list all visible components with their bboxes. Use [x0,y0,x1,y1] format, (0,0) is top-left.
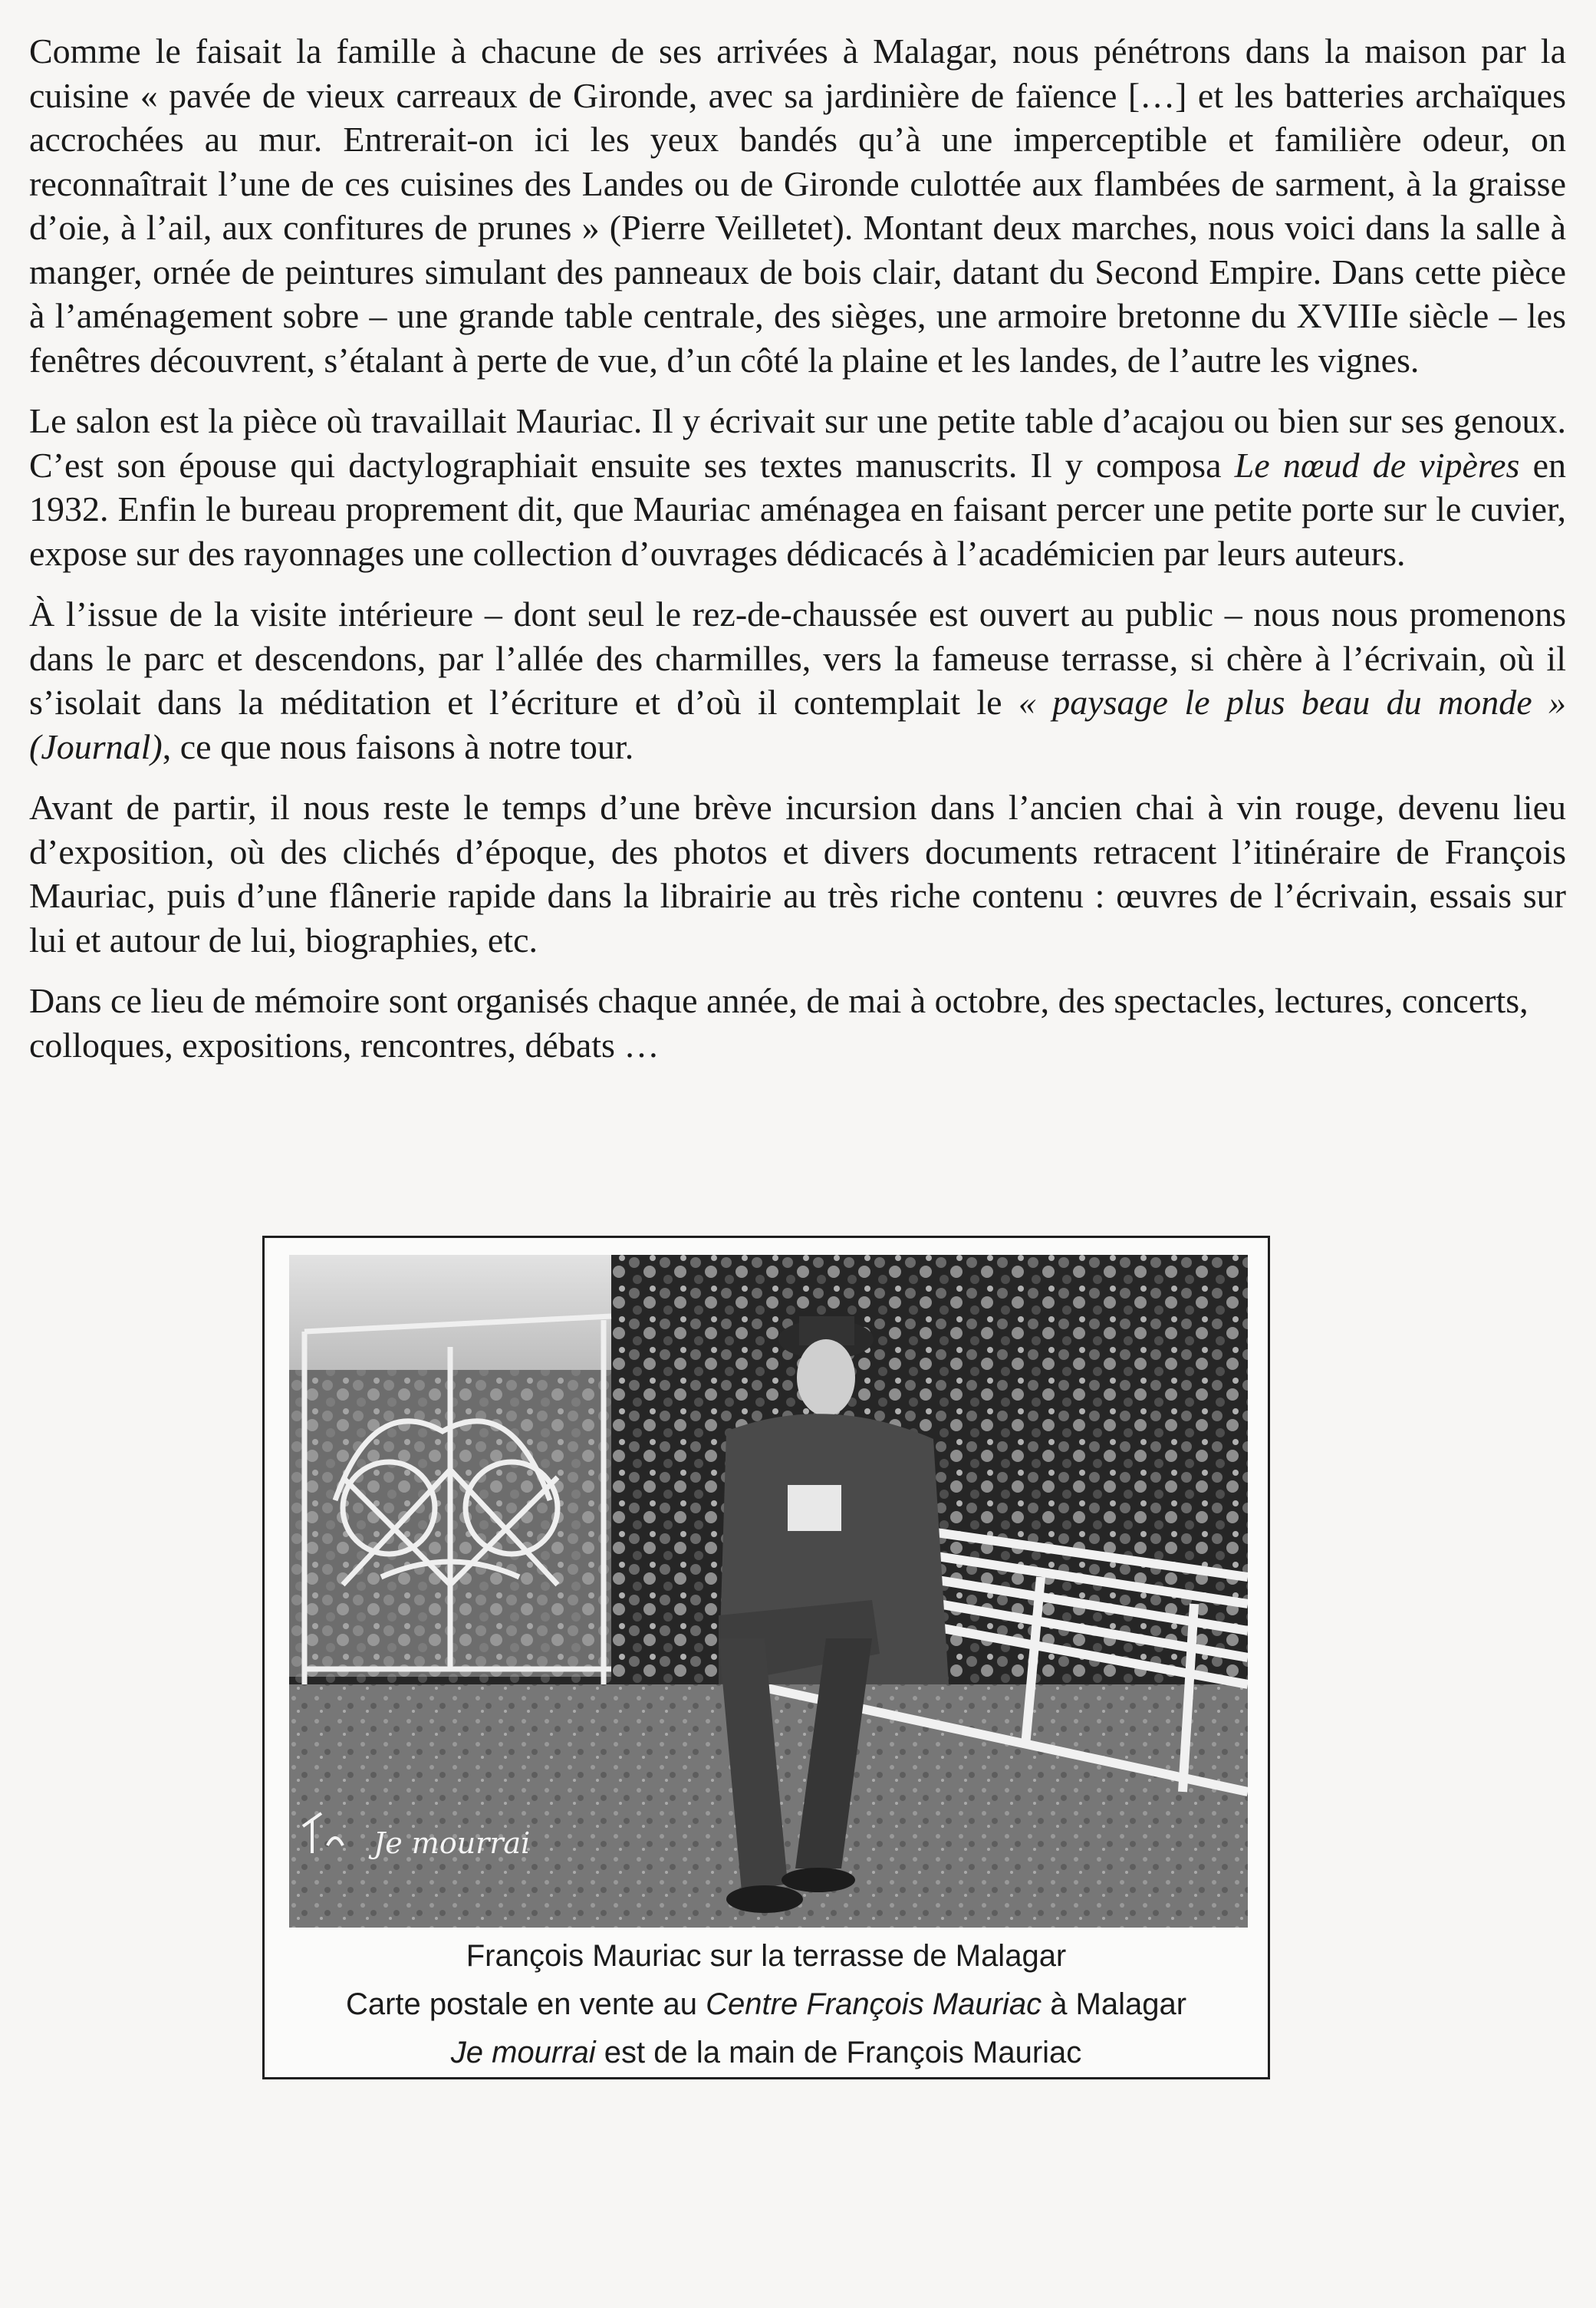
caption-line-1: François Mauriac sur la terrasse de Malagar [466,1939,1067,1973]
caption-line-3-text-b: est de la main de François Mauriac [595,2036,1082,2069]
handwritten-signature: Je mourrai [373,1826,531,1860]
caption-centre-name: Centre François Mauriac [706,1987,1042,2021]
caption-line-2-text-b: à Malagar [1042,1987,1187,2021]
caption-line-2-text-a: Carte postale en vente au [345,1987,706,2021]
paragraph-park [29,592,1566,769]
salon-text-a: Le salon est la pièce où travaillait Mauriac. Il y écrivait sur une petite table d’acajou ou bien sur ses genoux. C’est son épouse qui dactylographiait ensuite ses textes manuscrits. Il y composa [29,401,1566,485]
journal-quote: « paysage le plus beau du monde » (Journal) [29,683,1566,766]
caption-line-3 [265,2029,1268,2077]
salon-text-b: en 1932. Enfin le bureau proprement dit, que Mauriac aménagea en faisant percer une petite porte sur le cuvier, expose sur des rayonnages une collection d’ouvrages dédicacés à l’académicien par leurs auteurs. [29,445,1567,573]
caption-signature-text: Je mourrai [450,2036,596,2069]
mauriac-photo [289,1255,1248,1928]
park-text-a: À l’issue de la visite intérieure – dont seul le rez-de-chaussée est ouvert au public – nous nous promenons dans le parc et descendons, par l’allée des charmilles, vers la fameuse terrasse, si chère à l’écrivain, où il s’isolait dans la méditation et l’écriture et d’où il contemplait le [29,594,1566,722]
paragraph-salon [29,399,1566,575]
paragraph-chai: Avant de partir, il nous reste le temps d’une brève incursion dans l’ancien chai à vin rouge, devenu lieu d’exposition, où des clichés d’époque, des photos et divers documents retracent l’itinéraire de François Mauriac, puis d’une flânerie rapide dans la librairie au très riche contenu : œuvres de l’écrivain, essais sur lui et autour de lui, biographies, etc. [29,788,1566,960]
article-body [29,29,1566,1084]
photo-illustration [289,1255,1248,1928]
photo-figure [262,1236,1270,2079]
figure-caption [265,1932,1268,2077]
park-text-b: , ce que nous faisons à notre tour. [162,726,634,766]
caption-line-2 [265,1980,1268,2029]
paragraph-events: Dans ce lieu de mémoire sont organisés chaque année, de mai à octobre, des spectacles, lectures, concerts, colloques, expositions, rencontres, débats … [29,981,1529,1065]
book-title: Le nœud de vipères [1234,445,1520,485]
paragraph-kitchen: Comme le faisait la famille à chacune de ses arrivées à Malagar, nous pénétrons dans la maison par la cuisine « pavée de vieux carreaux de Gironde, avec sa jardinière de faïence […] et les batteries archaïques accrochées au mur. Entrerait-on ici les yeux bandés qu’à une imperceptible et familière odeur, on reconnaîtrait l’une de ces cuisines des Landes ou de Gironde culottée aux flambées de sarment, à la graisse d’oie, à l’ail, aux confitures de prunes » (Pierre Veilletet). Montant deux marches, nous voici dans la salle à manger, ornée de peintures simulant des panneaux de bois clair, datant du Second Empire. Dans cette pièce à l’aménagement sobre – une grande table centrale, des sièges, une armoire bretonne du XVIIIe siècle – les fenêtres découvrent, s’étalant à perte de vue, d’un côté la plaine et les landes, de l’autre les vignes. [29,31,1566,380]
